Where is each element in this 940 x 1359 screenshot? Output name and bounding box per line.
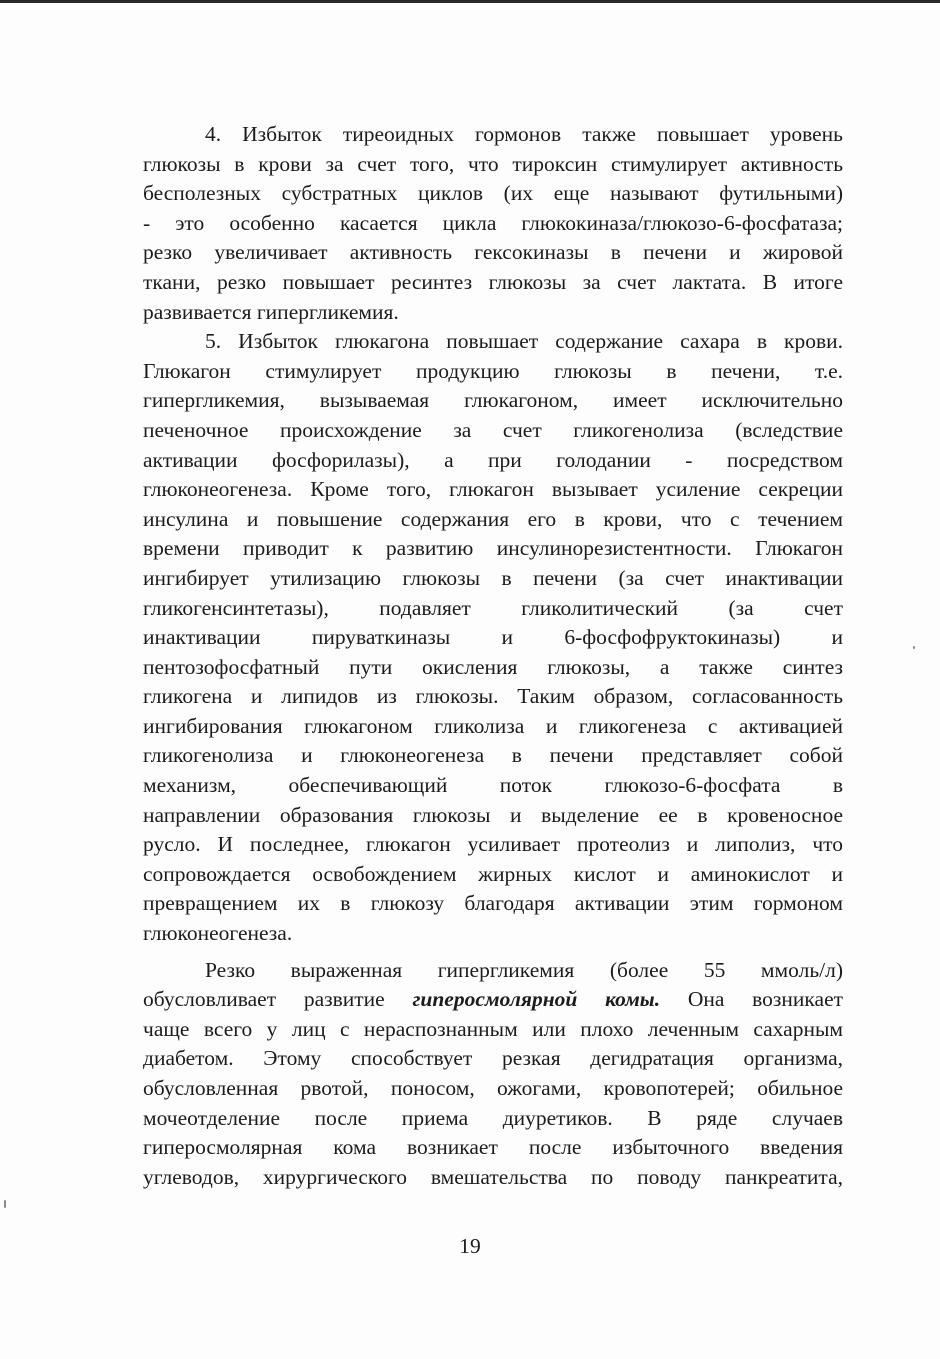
text-line-with-emphasis	[143, 985, 843, 1015]
text-line: печеночное происхождение за счет гликогенолиза (вследствие	[143, 417, 843, 442]
text-line: глюкозы в крови за счет того, что тироксин стимулирует активность	[143, 151, 843, 176]
paragraph-6	[143, 956, 843, 1193]
text-line: обусловленная рвотой, поносом, ожогами, кровопотерей; обильное	[143, 1076, 843, 1100]
paragraph-gap	[143, 949, 843, 956]
text-line: русло. И последнее, глюкагон усиливает протеолиз и липолиз, что	[143, 832, 843, 857]
scan-speck	[4, 1200, 6, 1208]
text-line: глюконеогенеза.	[143, 921, 293, 946]
text-line: механизм, обеспечивающий поток глюкозо-6-фосфата в	[143, 773, 843, 798]
text-line: чаще всего у лиц с нераспознанным или плохо леченным сахарным	[143, 1016, 843, 1041]
text-line: развивается гипергликемия.	[143, 299, 399, 324]
paragraph-4	[143, 120, 843, 327]
text-line: ингибирует утилизацию глюкозы в печени (за счет инактивации	[143, 565, 843, 590]
text-line: превращением их в глюкозу благодаря активации этим гормоном	[143, 891, 843, 916]
page-number: 19	[459, 1234, 481, 1258]
scan-speck	[913, 646, 915, 649]
paragraph-5	[143, 327, 843, 948]
text-line: ингибирования глюкагоном гликолиза и гликогенеза с активацией	[143, 713, 843, 738]
text-line: мочеотделение после приема диуретиков. В ряде случаев	[143, 1105, 843, 1130]
page-top-edge	[0, 0, 940, 3]
text-fragment: Она возникает	[660, 987, 844, 1012]
body-text	[143, 120, 843, 1192]
text-line: гликогенсинтетазы), подавляет гликолитический (за счет	[143, 595, 843, 620]
text-line: резко увеличивает активность гексокиназы в печени и жировой	[143, 240, 843, 265]
text-line: гликогенолиза и глюконеогенеза в печени представляет собой	[143, 743, 843, 768]
text-line: диабетом. Этому способствует резкая дегидратация организма,	[143, 1046, 843, 1071]
text-line: времени приводит к развитию инсулинорезистентности. Глюкагон	[143, 536, 843, 561]
text-line: 5. Избыток глюкагона повышает содержание сахара в крови.	[205, 329, 843, 354]
text-line: направлении образования глюкозы и выделение ее в кровеносное	[143, 802, 843, 827]
text-line: гиперосмолярная кома возникает после избыточного введения	[143, 1135, 843, 1160]
text-line: гипергликемия, вызываемая глюкагоном, имеет исключительно	[143, 388, 843, 413]
text-line: инсулина и повышение содержания его в крови, что с течением	[143, 506, 843, 531]
text-line: ткани, резко повышает ресинтез глюкозы за счет лактата. В итоге	[143, 269, 843, 294]
text-line: инактивации пируваткиназы и 6-фосфофруктокиназы) и	[143, 625, 843, 650]
text-line: 4. Избыток тиреоидных гормонов также повышает уровень	[205, 122, 843, 146]
text-fragment: обусловливает развитие	[143, 987, 413, 1012]
text-line: гликогена и липидов из глюкозы. Таким образом, согласованность	[143, 684, 843, 709]
text-line: Резко выраженная гипергликемия (более 55 ммоль/л)	[205, 957, 843, 982]
text-line: сопровождается освобождением жирных кислот и аминокислот и	[143, 861, 843, 886]
text-line: - это особенно касается цикла глюкокиназа/глюкозо-6-фосфатаза;	[143, 210, 843, 235]
text-line: Глюкагон стимулирует продукцию глюкозы в печени, т.е.	[143, 358, 843, 383]
text-line: пентозофосфатный пути окисления глюкозы, а также синтез	[143, 654, 843, 679]
text-line: бесполезных субстратных циклов (их еще называют футильными)	[143, 181, 843, 206]
emphasized-term: гиперосмолярной комы.	[412, 987, 661, 1012]
text-line: активации фосфорилазы), а при голодании - посредством	[143, 447, 843, 472]
text-line: углеводов, хирургического вмешательства по поводу панкреатита,	[143, 1164, 843, 1189]
text-line: глюконеогенеза. Кроме того, глюкагон вызывает усиление секреции	[143, 477, 843, 502]
